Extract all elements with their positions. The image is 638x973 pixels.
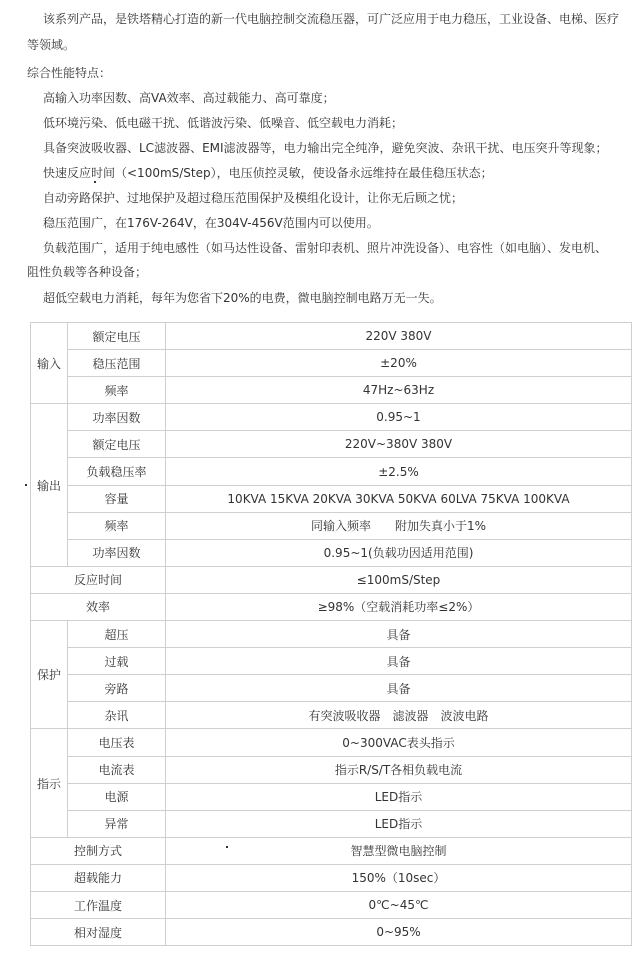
spec-label: 异常 [68,810,166,837]
spec-label: 工作温度 [31,891,166,918]
table-row [31,566,632,593]
feature-item: 低环境污染、低电磁干扰、低谐波污染、低噪音、低空载电力消耗； [43,116,404,130]
spec-value: LED指示 [166,783,632,810]
spec-value: 47Hz~63Hz [166,377,632,404]
spec-value: LED指示 [166,810,632,837]
feature-item: 高输入功率因数、高VA效率、高过载能力、高可靠度； [43,91,335,105]
spec-label: 功率因数 [68,539,166,566]
spec-value: ≤100mS/Step [166,566,632,593]
spec-value: 有突波吸收器 滤波器 波波电路 [166,702,632,729]
spec-label: 电源 [68,783,166,810]
spec-label: 电压表 [68,729,166,756]
stray-dot [25,484,27,486]
spec-value: 10KVA 15KVA 20KVA 30KVA 50KVA 60LVA 75KVA 100KVA [166,485,632,512]
spec-label: 效率 [31,593,166,620]
feature-item: 负载范围广，适用于纯电感性（如马达性设备、雷射印表机、照片冲洗设备）、电容性（如电脑）、发电机、 [43,241,608,255]
spec-value: 具备 [166,621,632,648]
feature-item: 具备突波吸收器、LC滤波器、EMI滤波器等，电力输出完全纯净，避免突波、杂讯干扰、电压突升等现象； [43,141,608,155]
table-row [31,539,632,566]
group-label-protect: 保护 [31,621,68,729]
table-row [31,323,632,350]
stray-dot [94,181,96,183]
table-row [31,756,632,783]
spec-value: 同输入频率 附加失真小于1% [166,512,632,539]
intro-paragraph-line-1: 该系列产品，是铁塔精心打造的新一代电脑控制交流稳压器，可广泛应用于电力稳压，工业设备、电梯、医疗 [43,12,620,26]
spec-label: 旁路 [68,675,166,702]
group-label-input: 输入 [31,323,68,404]
table-row [31,810,632,837]
spec-value: ±20% [166,350,632,377]
table-row [31,729,632,756]
spec-label: 功率因数 [68,404,166,431]
spec-label: 超压 [68,621,166,648]
spec-value: 0.95~1 [166,404,632,431]
table-row [31,648,632,675]
table-row [31,458,632,485]
feature-item: 超低空载电力消耗，每年为您省下20%的电费，微电脑控制电路万无一失。 [43,291,442,305]
group-label-indicate: 指示 [31,729,68,837]
spec-label: 超载能力 [31,864,166,891]
table-row [31,675,632,702]
spec-value: 150%（10sec） [166,864,632,891]
spec-label: 负载稳压率 [68,458,166,485]
spec-label: 杂讯 [68,702,166,729]
specification-table [30,322,632,946]
table-row [31,837,632,864]
spec-value: 220V~380V 380V [166,431,632,458]
table-row [31,431,632,458]
table-row [31,919,632,946]
spec-label: 相对湿度 [31,919,166,946]
table-row [31,404,632,431]
spec-value: 指示R/S/T各相负载电流 [166,756,632,783]
feature-item-continued: 阻性负载等各种设备； [27,265,148,279]
table-row [31,512,632,539]
spec-value: 0~300VAC表头指示 [166,729,632,756]
table-row [31,864,632,891]
table-row [31,621,632,648]
group-label-output: 输出 [31,404,68,567]
spec-label: 电流表 [68,756,166,783]
spec-label: 控制方式 [31,837,166,864]
spec-value: 0℃~45℃ [166,891,632,918]
table-row [31,377,632,404]
feature-item: 快速反应时间（<100mS/Step），电压侦控灵敏，使设备永远维持在最佳稳压状态； [43,166,493,180]
table-row [31,350,632,377]
spec-label: 额定电压 [68,323,166,350]
spec-label: 频率 [68,377,166,404]
table-row [31,593,632,620]
intro-paragraph-line-2: 等领域。 [27,38,76,52]
spec-label: 过载 [68,648,166,675]
feature-item: 稳压范围广，在176V-264V，在304V-456V范围内可以使用。 [43,216,379,230]
spec-label: 频率 [68,512,166,539]
spec-value: 智慧型微电脑控制 [166,837,632,864]
spec-label: 稳压范围 [68,350,166,377]
spec-value: ≥98%（空载消耗功率≤2%） [166,593,632,620]
table-row [31,702,632,729]
spec-value: 0~95% [166,919,632,946]
table-row [31,891,632,918]
features-title: 综合性能特点： [27,66,112,80]
spec-value: 220V 380V [166,323,632,350]
spec-label: 反应时间 [31,566,166,593]
feature-item: 自动旁路保护、过地保护及超过稳压范围保护及模组化设计，让你无后顾之忧； [43,191,464,205]
spec-value: 具备 [166,648,632,675]
spec-label: 额定电压 [68,431,166,458]
spec-value: ±2.5% [166,458,632,485]
spec-value: 具备 [166,675,632,702]
spec-label: 容量 [68,485,166,512]
table-row [31,485,632,512]
spec-value: 0.95~1(负载功因适用范围) [166,539,632,566]
table-row [31,783,632,810]
